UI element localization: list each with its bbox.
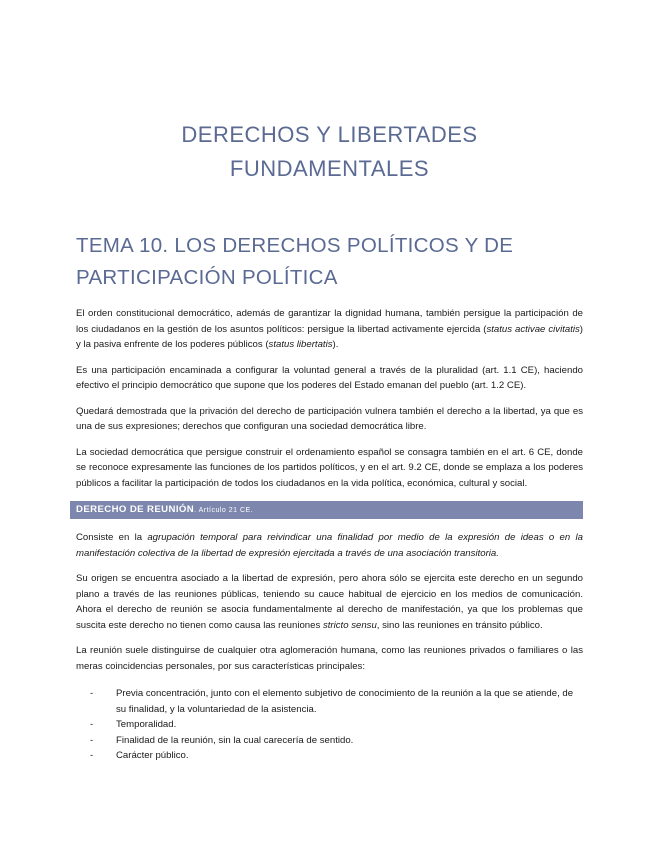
paragraph-2: Es una participación encaminada a configurar la voluntad general a través de la pluralidad (art. 1.1 CE), haciendo efectivo el principio democrático que supone que los poderes del Estado emanan del pueblo (art. 1.2 CE). <box>76 364 583 391</box>
list-item <box>76 717 583 733</box>
paragraph-1-text-a: El orden constitucional democrático, además de garantizar la dignidad humana, también persigue la participación de los ciudadanos en la gestión de los asuntos políticos: persigue la libertad activamente ejercida ( <box>76 308 583 335</box>
paragraph-origin <box>76 571 583 633</box>
paragraph-origin-text-c: , sino las reuniones en tránsito público. <box>376 619 543 631</box>
list-item <box>76 686 583 717</box>
main-title-line-1: DERECHOS Y LIBERTADES <box>181 122 478 147</box>
paragraph-1 <box>76 306 583 353</box>
section-heading-title: DERECHO DE REUNIÓN <box>76 504 195 515</box>
paragraph-1-text-c: ) y la pasiva enfrente de los poderes públicos ( <box>76 323 583 350</box>
paragraph-definition-italic-b: agrupación temporal para reivindicar una finalidad por medio de la expresión de ideas o en la manifestación colectiva de la libertad de expresión ejercitada a través de una asociación transitoria. <box>76 532 583 559</box>
list-bullet-dash: - <box>90 734 94 746</box>
paragraph-1-italic-b: status activae civitatis <box>486 323 580 335</box>
tema-title-line-1: TEMA 10. LOS DERECHOS POLÍTICOS Y DE <box>76 234 514 257</box>
list-bullet-dash: - <box>90 688 94 699</box>
main-title <box>76 0 583 186</box>
list-bullet-dash: - <box>90 750 94 761</box>
paragraph-definition-text-a: Consiste en la <box>76 532 148 543</box>
list-item-text: Finalidad de la reunión, sin la cual carecería de sentido. <box>116 734 354 746</box>
list-item-text: Carácter público. <box>116 750 189 761</box>
paragraph-3: Quedará demostrada que la privación del derecho de participación vulnera también el derecho a la libertad, ya que es una de sus expresiones; derechos que configuran una sociedad democrática libre. <box>76 405 583 432</box>
paragraph-definition <box>76 530 583 561</box>
paragraph-characteristics-intro: La reunión suele distinguirse de cualquier otra aglomeración humana, como las reuniones privados o familiares o las meras coincidencias personales, por sus características principales: <box>76 645 583 672</box>
paragraph-origin-italic-b: stricto sensu <box>322 619 377 631</box>
list-item-text: Previa concentración, junto con el elemento subjetivo de conocimiento de la reunión a la que se atiende, de su finalidad, y la voluntariedad de la asistencia. <box>116 688 574 715</box>
tema-title-line-2: PARTICIPACIÓN POLÍTICA <box>76 266 338 289</box>
paragraph-4: La sociedad democrática que persigue construir el ordenamiento español se consagra también en el art. 6 CE, donde se reconoce expresamente las funciones de los partidos políticos, y en el art. 9.2 CE, donde se emplaza a los poderes públicos a facilitar la participación de todos los ciudadanos en la vida política, económica, cultural y social. <box>76 446 583 489</box>
list-item <box>76 733 583 749</box>
tema-title <box>76 230 583 294</box>
list-item <box>76 748 583 764</box>
paragraph-origin-text-a: Su origen se encuentra asociado a la libertad de expresión, pero ahora sólo se ejercita este derecho en un segundo plano a través de las reuniones públicas, teniendo su cauce habitual de ejercicio en los medios de comunicación. Ahora el derecho de reunión se asocia fundamentalmente al derecho de manifestación, ya que los problemas que suscita este derecho no tienen como causa las reuniones <box>76 573 583 631</box>
list-bullet-dash: - <box>90 719 94 730</box>
section-heading-bar <box>70 501 583 519</box>
characteristics-list <box>76 686 583 764</box>
paragraph-1-text-e: ). <box>332 339 339 350</box>
section-heading-article: . Artículo 21 CE. <box>194 507 254 514</box>
paragraph-1-italic-d: status libertatis <box>268 339 333 350</box>
main-title-line-2: FUNDAMENTALES <box>229 156 430 181</box>
list-item-text: Temporalidad. <box>116 719 177 730</box>
